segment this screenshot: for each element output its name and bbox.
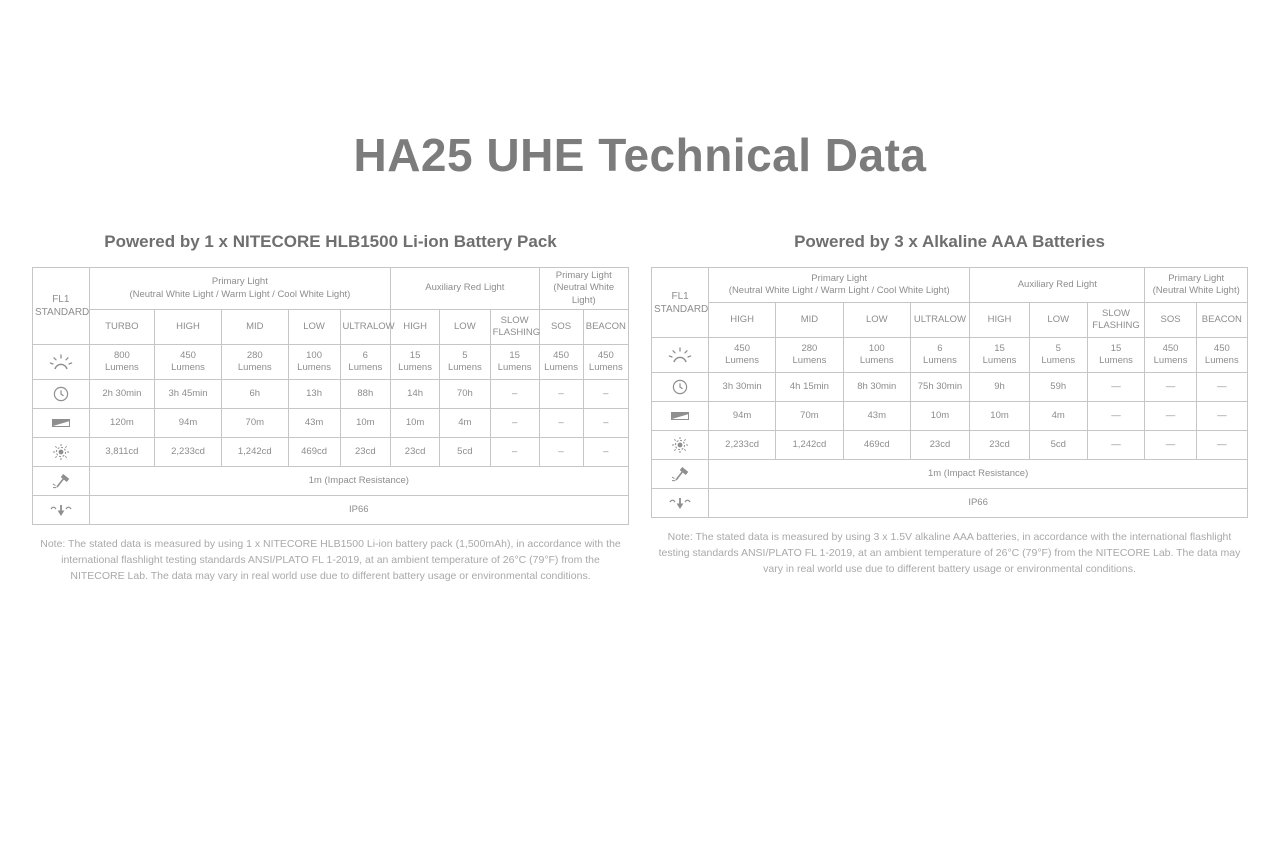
distance-cell: 43m <box>288 409 340 438</box>
flashlight-beam-icon <box>33 409 90 438</box>
intensity-cell: 23cd <box>910 431 970 460</box>
runtime-cell: 3h 45min <box>155 380 222 409</box>
distance-cell: – <box>539 409 583 438</box>
runtime-cell: 13h <box>288 380 340 409</box>
group-neutral-light <box>539 268 628 310</box>
brightness-icon <box>652 338 709 373</box>
submersion-arrow-icon <box>33 496 90 525</box>
lumens-cell: 5 Lumens <box>440 345 491 380</box>
intensity-cell: 469cd <box>288 438 340 467</box>
mode-header: ULTRALOW <box>340 310 391 345</box>
mode-header: HIGH <box>155 310 222 345</box>
intensity-cell: 2,233cd <box>155 438 222 467</box>
mode-header: MID <box>221 310 288 345</box>
group-aux-red-light: Auxiliary Red Light <box>970 268 1145 303</box>
distance-cell: – <box>490 409 539 438</box>
group-neutral-subtitle: (Neutral White Light) <box>1152 285 1240 296</box>
runtime-cell: 3h 30min <box>709 373 776 402</box>
starburst-icon <box>33 438 90 467</box>
group-primary-subtitle: (Neutral White Light / Warm Light / Cool White Light) <box>728 285 950 296</box>
mode-header: BEACON <box>1196 303 1247 338</box>
distance-cell: 70m <box>775 402 843 431</box>
lumens-cell: 15 Lumens <box>970 338 1030 373</box>
mode-header: LOW <box>1029 303 1087 338</box>
hammer-icon <box>33 467 90 496</box>
impact-resistance-cell: 1m (Impact Resistance) <box>709 460 1248 489</box>
submersion-arrow-icon <box>652 489 709 518</box>
distance-cell: — <box>1196 402 1247 431</box>
runtime-cell: 14h <box>391 380 440 409</box>
intensity-cell: 1,242cd <box>221 438 288 467</box>
distance-cell: 4m <box>440 409 491 438</box>
group-neutral-title: Primary Light <box>1168 272 1225 284</box>
intensity-cell: — <box>1087 431 1145 460</box>
spec-table-liion <box>32 267 629 525</box>
intensity-cell: 23cd <box>340 438 391 467</box>
runtime-cell: — <box>1145 373 1196 402</box>
lumens-cell: 6 Lumens <box>340 345 391 380</box>
section-liion-battery <box>32 232 629 584</box>
intensity-cell: 469cd <box>843 431 910 460</box>
distance-cell: – <box>583 409 628 438</box>
runtime-cell: — <box>1087 373 1145 402</box>
lumens-cell: 450 Lumens <box>1145 338 1196 373</box>
group-primary-light <box>89 268 391 310</box>
lumens-cell: 280 Lumens <box>221 345 288 380</box>
group-primary-title: Primary Light <box>211 276 268 288</box>
mode-header: SLOW FLASHING <box>1087 303 1145 338</box>
group-primary-subtitle: (Neutral White Light / Warm Light / Cool White Light) <box>129 288 351 300</box>
lumens-cell: 450 Lumens <box>583 345 628 380</box>
distance-cell: 10m <box>970 402 1030 431</box>
distance-cell: 10m <box>910 402 970 431</box>
intensity-cell: – <box>490 438 539 467</box>
group-neutral-light <box>1145 268 1248 303</box>
brightness-icon <box>33 345 90 380</box>
lumens-cell: 280 Lumens <box>775 338 843 373</box>
intensity-cell: 1,242cd <box>775 431 843 460</box>
distance-cell: 43m <box>843 402 910 431</box>
distance-cell: 4m <box>1029 402 1087 431</box>
clock-icon <box>33 380 90 409</box>
mode-header: TURBO <box>89 310 155 345</box>
lumens-cell: 5 Lumens <box>1029 338 1087 373</box>
distance-cell: 94m <box>155 409 222 438</box>
runtime-cell: 6h <box>221 380 288 409</box>
mode-header: HIGH <box>970 303 1030 338</box>
mode-header: HIGH <box>709 303 776 338</box>
fl1-standard-label: FL1 STANDARD <box>652 268 709 338</box>
mode-header: HIGH <box>391 310 440 345</box>
mode-header: SOS <box>539 310 583 345</box>
starburst-icon <box>652 431 709 460</box>
runtime-cell: 59h <box>1029 373 1087 402</box>
lumens-cell: 6 Lumens <box>910 338 970 373</box>
lumens-cell: 450 Lumens <box>155 345 222 380</box>
intensity-cell: — <box>1145 431 1196 460</box>
mode-header: SLOW FLASHING <box>490 310 539 345</box>
runtime-cell: 2h 30min <box>89 380 155 409</box>
intensity-cell: 23cd <box>970 431 1030 460</box>
lumens-cell: 450 Lumens <box>539 345 583 380</box>
distance-cell: — <box>1145 402 1196 431</box>
page-title: HA25 UHE Technical Data <box>353 129 927 181</box>
mode-header: SOS <box>1145 303 1196 338</box>
group-neutral-title: Primary Light <box>555 270 612 281</box>
spec-table-aaa <box>651 267 1248 518</box>
runtime-cell: 75h 30min <box>910 373 970 402</box>
runtime-cell: 70h <box>440 380 491 409</box>
lumens-cell: 100 Lumens <box>288 345 340 380</box>
hammer-icon <box>652 460 709 489</box>
distance-cell: — <box>1087 402 1145 431</box>
runtime-cell: – <box>583 380 628 409</box>
group-primary-light <box>709 268 970 303</box>
mode-header: LOW <box>440 310 491 345</box>
mode-header: BEACON <box>583 310 628 345</box>
group-neutral-subtitle: (Neutral White Light) <box>553 282 615 306</box>
fl1-standard-label: FL1 STANDARD <box>33 268 90 345</box>
mode-header: LOW <box>288 310 340 345</box>
impact-resistance-cell: 1m (Impact Resistance) <box>89 467 628 496</box>
intensity-cell: – <box>539 438 583 467</box>
lumens-cell: 15 Lumens <box>1087 338 1145 373</box>
group-primary-title: Primary Light <box>811 272 868 284</box>
clock-icon <box>652 373 709 402</box>
runtime-cell: – <box>490 380 539 409</box>
lumens-cell: 450 Lumens <box>709 338 776 373</box>
note-liion: Note: The stated data is measured by using 1 x NITECORE HLB1500 Li-ion battery pack (1,500mAh), in accordance with the international flashlight testing standards ANSI/PLATO FL 1-2019, at an ambient temperature of 26°C (79°F) from the NITECORE Lab. The data may vary in real world use due to different battery usage or environmental conditions. <box>40 538 621 582</box>
section-aaa-batteries <box>651 232 1248 584</box>
lumens-cell: 15 Lumens <box>391 345 440 380</box>
intensity-cell: 3,811cd <box>89 438 155 467</box>
intensity-cell: 5cd <box>1029 431 1087 460</box>
table-title-aaa: Powered by 3 x Alkaline AAA Batteries <box>794 232 1105 251</box>
mode-header: ULTRALOW <box>910 303 970 338</box>
runtime-cell: 4h 15min <box>775 373 843 402</box>
mode-header: MID <box>775 303 843 338</box>
distance-cell: 10m <box>391 409 440 438</box>
runtime-cell: 88h <box>340 380 391 409</box>
runtime-cell: 8h 30min <box>843 373 910 402</box>
runtime-cell: 9h <box>970 373 1030 402</box>
ip-rating-cell: IP66 <box>89 496 628 525</box>
intensity-cell: 23cd <box>391 438 440 467</box>
lumens-cell: 800 Lumens <box>89 345 155 380</box>
lumens-cell: 100 Lumens <box>843 338 910 373</box>
lumens-cell: 15 Lumens <box>490 345 539 380</box>
table-title-liion: Powered by 1 x NITECORE HLB1500 Li-ion Battery Pack <box>104 232 557 251</box>
group-aux-red-light: Auxiliary Red Light <box>391 268 539 310</box>
distance-cell: 70m <box>221 409 288 438</box>
tables-container <box>32 232 1248 584</box>
runtime-cell: – <box>539 380 583 409</box>
lumens-cell: 450 Lumens <box>1196 338 1247 373</box>
intensity-cell: 5cd <box>440 438 491 467</box>
ip-rating-cell: IP66 <box>709 489 1248 518</box>
intensity-cell: – <box>583 438 628 467</box>
distance-cell: 94m <box>709 402 776 431</box>
flashlight-beam-icon <box>652 402 709 431</box>
intensity-cell: 2,233cd <box>709 431 776 460</box>
distance-cell: 120m <box>89 409 155 438</box>
intensity-cell: — <box>1196 431 1247 460</box>
mode-header: LOW <box>843 303 910 338</box>
distance-cell: 10m <box>340 409 391 438</box>
note-aaa: Note: The stated data is measured by using 3 x 1.5V alkaline AAA batteries, in accordance with the international flashlight testing standards ANSI/PLATO FL 1-2019, at an ambient temperature of 26°C (79°F) from the NITECORE Lab. The data may vary in real world use due to different battery usage or environmental conditions. <box>658 531 1241 575</box>
runtime-cell: — <box>1196 373 1247 402</box>
